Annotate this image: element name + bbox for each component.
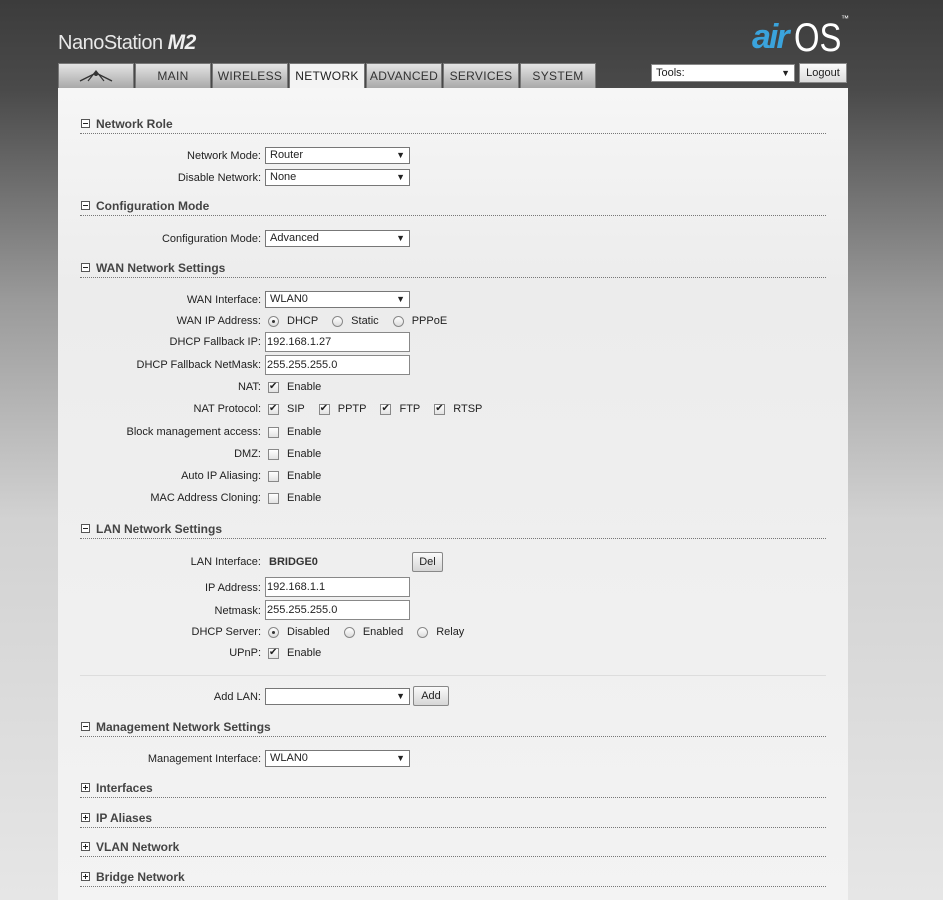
chevron-down-icon: ▼: [781, 68, 790, 78]
checkbox-label: Enable: [287, 448, 322, 460]
auto-ip-aliasing-row: [268, 470, 321, 482]
section-title: Interfaces: [96, 781, 153, 795]
section-wan-network[interactable]: [80, 261, 826, 278]
section-lan-network[interactable]: [80, 522, 826, 539]
nat-ftp-checkbox[interactable]: [380, 404, 391, 415]
section-management-network[interactable]: [80, 720, 826, 737]
lan-ip-label: IP Address:: [204, 582, 261, 594]
chevron-down-icon: ▼: [396, 172, 405, 182]
dhcp-relay-radio[interactable]: [417, 627, 428, 638]
configuration-mode-select[interactable]: [265, 230, 410, 247]
auto-ip-aliasing-label: Auto IP Aliasing:: [181, 470, 261, 482]
tools-value: Tools:: [656, 67, 685, 79]
block-management-row: [268, 426, 321, 438]
configuration-mode-value: Advanced: [270, 232, 319, 244]
block-management-label: Block management access:: [126, 426, 261, 438]
network-mode-label: Network Mode:: [187, 150, 261, 162]
section-bridge-network[interactable]: [80, 870, 826, 887]
radio-label: Static: [351, 315, 379, 327]
product-label: NanoStation: [58, 32, 163, 54]
block-management-checkbox[interactable]: [268, 427, 279, 438]
checkbox-label: SIP: [287, 403, 305, 415]
nat-protocol-row: [268, 403, 482, 415]
radio-label: Relay: [436, 626, 465, 638]
lan-interface-value: BRIDGE0: [269, 556, 318, 568]
collapse-icon[interactable]: [81, 119, 90, 128]
logout-button[interactable]: Logout: [799, 63, 847, 83]
tab-wireless[interactable]: WIRELESS: [212, 63, 288, 88]
expand-icon[interactable]: [81, 783, 90, 792]
logo-os: OS: [794, 16, 842, 60]
wan-ip-label: WAN IP Address:: [176, 315, 261, 327]
nat-pptp-checkbox[interactable]: [319, 404, 330, 415]
checkbox-label: Enable: [287, 492, 322, 504]
upnp-row: [268, 647, 321, 659]
nat-protocol-label: NAT Protocol:: [193, 403, 261, 415]
network-mode-value: Router: [270, 149, 304, 161]
tab-ubnt-logo[interactable]: [58, 63, 134, 88]
expand-icon[interactable]: [81, 813, 90, 822]
dhcp-enabled-radio[interactable]: [344, 627, 355, 638]
logo-tm: ™: [841, 14, 849, 23]
configuration-mode-label: Configuration Mode:: [161, 233, 261, 245]
divider: [80, 675, 826, 676]
collapse-icon[interactable]: [81, 722, 90, 731]
chevron-down-icon: ▼: [396, 233, 405, 243]
collapse-icon[interactable]: [81, 263, 90, 272]
lan-netmask-input[interactable]: 255.255.255.0: [265, 600, 410, 620]
mac-cloning-row: [268, 492, 321, 504]
delete-lan-button[interactable]: Del: [412, 552, 443, 572]
wan-ip-pppoe-radio[interactable]: [393, 316, 404, 327]
checkbox-label: FTP: [399, 403, 421, 415]
dhcp-fallback-ip-label: DHCP Fallback IP:: [169, 336, 261, 348]
tools-select[interactable]: [651, 64, 795, 82]
dmz-label: DMZ:: [234, 448, 261, 460]
expand-icon[interactable]: [81, 842, 90, 851]
tab-services[interactable]: SERVICES: [443, 63, 519, 88]
section-title: Network Role: [96, 117, 173, 131]
upnp-checkbox[interactable]: [268, 648, 279, 659]
section-configuration-mode[interactable]: [80, 199, 826, 216]
wan-interface-select[interactable]: [265, 291, 410, 308]
section-network-role[interactable]: [80, 117, 826, 134]
section-title: Configuration Mode: [96, 199, 210, 213]
mac-cloning-checkbox[interactable]: [268, 493, 279, 504]
wan-ip-dhcp-radio[interactable]: [268, 316, 279, 327]
lan-netmask-label: Netmask:: [214, 605, 261, 617]
checkbox-label: Enable: [287, 647, 322, 659]
mac-cloning-label: MAC Address Cloning:: [150, 492, 261, 504]
section-title: Bridge Network: [96, 870, 185, 884]
tab-network[interactable]: NETWORK: [289, 63, 365, 89]
ubnt-logo-icon: [78, 69, 114, 83]
network-mode-select[interactable]: [265, 147, 410, 164]
disable-network-select[interactable]: [265, 169, 410, 186]
section-interfaces[interactable]: [80, 781, 826, 798]
collapse-icon[interactable]: [81, 524, 90, 533]
tab-system[interactable]: SYSTEM: [520, 63, 596, 88]
lan-ip-input[interactable]: 192.168.1.1: [265, 577, 410, 597]
auto-ip-aliasing-checkbox[interactable]: [268, 471, 279, 482]
dhcp-disabled-radio[interactable]: [268, 627, 279, 638]
radio-label: PPPoE: [411, 315, 448, 327]
checkbox-label: RTSP: [453, 403, 483, 415]
nat-rtsp-checkbox[interactable]: [434, 404, 445, 415]
wan-ip-static-radio[interactable]: [332, 316, 343, 327]
management-interface-value: WLAN0: [270, 752, 308, 764]
checkbox-label: Enable: [287, 381, 322, 393]
lan-interface-label: LAN Interface:: [190, 556, 261, 568]
dhcp-fallback-netmask-input[interactable]: 255.255.255.0: [265, 355, 410, 375]
chevron-down-icon: ▼: [396, 753, 405, 763]
section-title: WAN Network Settings: [96, 261, 226, 275]
radio-label: DHCP: [287, 315, 319, 327]
radio-label: Disabled: [287, 626, 330, 638]
dmz-row: [268, 448, 321, 460]
section-title: Management Network Settings: [96, 720, 271, 734]
section-title: VLAN Network: [96, 840, 180, 854]
checkbox-label: Enable: [287, 426, 322, 438]
checkbox-label: PPTP: [337, 403, 367, 415]
dmz-checkbox[interactable]: [268, 449, 279, 460]
dhcp-server-radio-group: [268, 626, 464, 638]
tab-main[interactable]: MAIN: [135, 63, 211, 88]
nat-row: [268, 381, 321, 393]
disable-network-label: Disable Network:: [177, 172, 261, 184]
dhcp-fallback-netmask-label: DHCP Fallback NetMask:: [136, 359, 261, 371]
add-lan-button[interactable]: Add: [413, 686, 449, 706]
dhcp-server-label: DHCP Server:: [191, 626, 261, 638]
checkbox-label: Enable: [287, 470, 322, 482]
nat-sip-checkbox[interactable]: [268, 404, 279, 415]
chevron-down-icon: ▼: [396, 150, 405, 160]
disable-network-value: None: [270, 171, 297, 183]
model-label: M2: [167, 31, 196, 54]
dhcp-fallback-ip-input[interactable]: 192.168.1.27: [265, 332, 410, 352]
wan-interface-label: WAN Interface:: [186, 294, 261, 306]
add-lan-label: Add LAN:: [213, 691, 261, 703]
wan-interface-value: WLAN0: [270, 293, 308, 305]
section-vlan-network[interactable]: [80, 840, 826, 857]
chevron-down-icon: ▼: [396, 691, 405, 701]
product-name: [58, 31, 196, 55]
expand-icon[interactable]: [81, 872, 90, 881]
main-tabs: [58, 63, 597, 88]
tab-advanced[interactable]: ADVANCED: [366, 63, 442, 88]
management-interface-select[interactable]: [265, 750, 410, 767]
nat-label: NAT:: [237, 381, 261, 393]
nat-checkbox[interactable]: [268, 382, 279, 393]
management-interface-label: Management Interface:: [147, 753, 261, 765]
add-lan-select[interactable]: [265, 688, 410, 705]
upnp-label: UPnP:: [229, 647, 261, 659]
logo-air: air: [752, 18, 788, 56]
chevron-down-icon: ▼: [396, 294, 405, 304]
collapse-icon[interactable]: [81, 201, 90, 210]
wan-ip-radio-group: [268, 315, 447, 327]
radio-label: Enabled: [362, 626, 404, 638]
section-ip-aliases[interactable]: [80, 811, 826, 828]
section-title: LAN Network Settings: [96, 522, 223, 536]
section-title: IP Aliases: [96, 811, 153, 825]
